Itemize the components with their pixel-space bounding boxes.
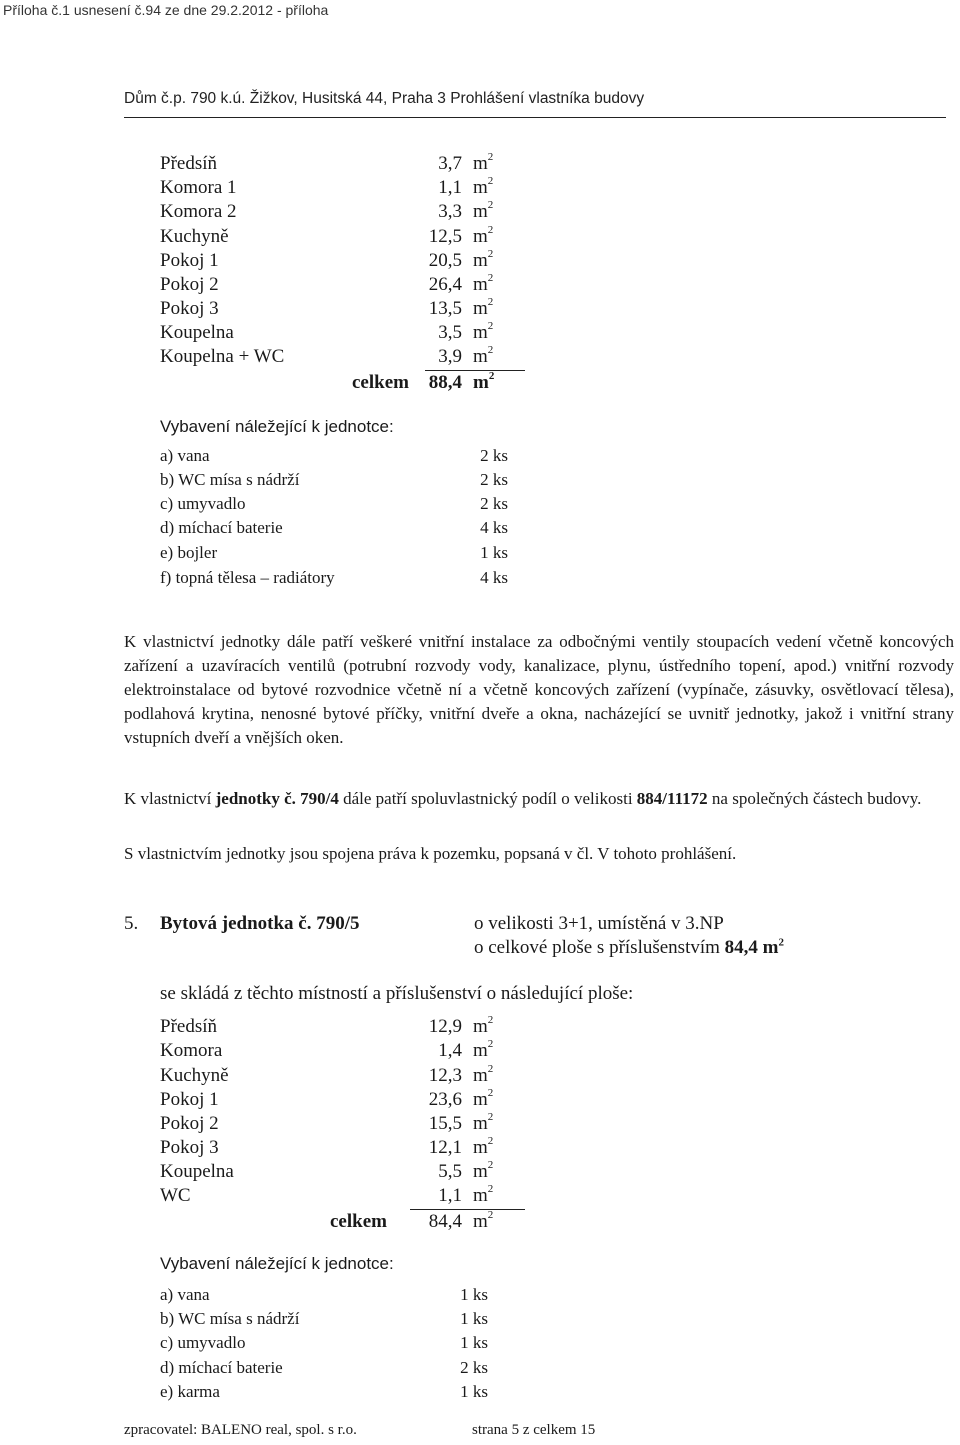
total-unit: $m^2$ xyxy=(473,369,495,393)
room-area: 1,1 xyxy=(438,1185,462,1206)
equipment-name: c) umyvadlo xyxy=(160,1333,246,1352)
room-name: Koupelna xyxy=(160,1161,234,1182)
room-row xyxy=(0,200,960,224)
footer-page-number: strana 5 z celkem 15 xyxy=(472,1422,596,1438)
room-name: Pokoj 2 xyxy=(160,1113,219,1134)
equipment-qty: 4 ks xyxy=(480,518,508,537)
equipment-row xyxy=(0,1380,960,1404)
section-number: 5. xyxy=(124,913,139,934)
equipment-qty: 2 ks xyxy=(480,494,508,513)
equipment-qty: 2 ks xyxy=(480,446,508,465)
equipment-qty: 2 ks xyxy=(480,470,508,489)
room-row xyxy=(0,1136,960,1160)
room-area: 20,5 xyxy=(428,250,462,271)
room-unit: $m^2$ xyxy=(473,223,494,247)
room-unit: $m^2$ xyxy=(473,1182,494,1206)
section-title: Bytová jednotka č. 790/5 xyxy=(160,913,360,934)
equipment-name: b) WC mísa s nádrží xyxy=(160,1309,300,1328)
unit-size-info: o velikosti 3+1, umístěná v 3.NP xyxy=(474,913,724,934)
room-area: 12,5 xyxy=(428,226,462,247)
room-name: Kuchyně xyxy=(160,226,229,247)
room-unit: $m^2$ xyxy=(473,1110,494,1134)
room-name: Předsíň xyxy=(160,1016,217,1037)
room-row xyxy=(0,1088,960,1112)
rooms-intro: se skládá z těchto místností a příslušenství o následující ploše: xyxy=(160,983,634,1004)
room-area: 13,5 xyxy=(428,298,462,319)
room-row xyxy=(0,345,960,369)
equipment-qty: 1 ks xyxy=(460,1382,488,1401)
room-unit: $m^2$ xyxy=(473,271,494,295)
equipment-row xyxy=(0,1356,960,1380)
room-unit: $m^2$ xyxy=(473,1134,494,1158)
equipment-name: a) vana xyxy=(160,446,210,465)
room-area: 1,4 xyxy=(438,1040,462,1061)
equipment-qty: 1 ks xyxy=(460,1333,488,1352)
room-unit: $m^2$ xyxy=(473,295,494,319)
room-unit: $m^2$ xyxy=(473,1013,494,1037)
room-row xyxy=(0,249,960,273)
room-name: Komora xyxy=(160,1040,223,1061)
equipment-row xyxy=(0,1331,960,1355)
room-name: Pokoj 1 xyxy=(160,250,219,271)
room-area: 12,9 xyxy=(428,1016,462,1037)
equipment-name: c) umyvadlo xyxy=(160,494,246,513)
room-area: 3,3 xyxy=(438,201,462,222)
equipment-qty: 1 ks xyxy=(460,1309,488,1328)
room-name: WC xyxy=(160,1185,191,1206)
equipment-qty: 1 ks xyxy=(460,1285,488,1304)
room-area: 12,1 xyxy=(428,1137,462,1158)
equipment-name: e) karma xyxy=(160,1382,220,1401)
equipment-heading: Vybavení náležející k jednotce: xyxy=(160,1254,394,1273)
equipment-row xyxy=(0,1307,960,1331)
equipment-row xyxy=(0,566,960,590)
room-area: 1,1 xyxy=(438,177,462,198)
equipment-qty: 4 ks xyxy=(480,568,508,587)
room-unit: $m^2$ xyxy=(473,174,494,198)
equipment-name: e) bojler xyxy=(160,543,218,562)
room-unit: $m^2$ xyxy=(473,1158,494,1182)
room-name: Koupelna + WC xyxy=(160,346,285,367)
ownership-paragraph: K vlastnictví jednotky dále patří veškeré vnitřní instalace za odbočnými ventily stoupacích vedení včetně koncových zařízení a uzavíracích ventilů (potrubní rozvody vody, kanalizace, plynu, ústředního topení, apod.) vnitřní rozvody elektroinstalace od bytové rozvodnice včetně ní a včetně koncových zařízení (vypínače, zásuvky, osvětlovací tělesa), podlahová krytina, nenosné bytové příčky, vnitřní dveře a okna, nacházející se uvnitř jednotky, jakož i vnitřní strany vstupních dveří a vnějších oken. xyxy=(124,632,954,747)
room-unit: $m^2$ xyxy=(473,343,494,367)
room-area: 15,5 xyxy=(428,1113,462,1134)
room-name: Komora 1 xyxy=(160,177,237,198)
room-unit: $m^2$ xyxy=(473,198,494,222)
unit-area-info: o celkové ploše s příslušenstvím 84,4 $m^2$ xyxy=(474,936,784,958)
room-row xyxy=(0,1184,960,1208)
room-area: 12,3 xyxy=(428,1065,462,1086)
room-row xyxy=(0,273,960,297)
room-name: Komora 2 xyxy=(160,201,237,222)
room-area: 3,9 xyxy=(438,346,462,367)
room-unit: $m^2$ xyxy=(473,150,494,174)
room-row xyxy=(0,297,960,321)
equipment-row xyxy=(0,516,960,540)
equipment-name: f) topná tělesa – radiátory xyxy=(160,568,335,587)
room-unit: $m^2$ xyxy=(473,1062,494,1086)
page-header: Dům č.p. 790 k.ú. Žižkov, Husitská 44, Praha 3 Prohlášení vlastníka budovy xyxy=(124,90,645,107)
equipment-row xyxy=(0,541,960,565)
equipment-row xyxy=(0,1283,960,1307)
equipment-name: b) WC mísa s nádrží xyxy=(160,470,300,489)
equipment-name: a) vana xyxy=(160,1285,210,1304)
footer-author: zpracovatel: BALENO real, spol. s r.o. xyxy=(124,1422,357,1438)
room-name: Koupelna xyxy=(160,322,234,343)
room-row xyxy=(0,321,960,345)
share-paragraph: K vlastnictví jednotky č. 790/4 dále patří spoluvlastnický podíl o velikosti 884/11172 na společných částech budovy. xyxy=(124,789,922,808)
header-rule xyxy=(124,117,946,118)
room-row xyxy=(0,1112,960,1136)
room-unit: $m^2$ xyxy=(473,247,494,271)
room-row xyxy=(0,152,960,176)
equipment-heading: Vybavení náležející k jednotce: xyxy=(160,417,394,436)
attachment-note: Příloha č.1 usnesení č.94 ze dne 29.2.2012 - příloha xyxy=(3,2,329,18)
room-row xyxy=(0,1039,960,1063)
total-label: celkem xyxy=(330,1211,387,1232)
equipment-qty: 1 ks xyxy=(480,543,508,562)
room-name: Pokoj 3 xyxy=(160,1137,219,1158)
equipment-row xyxy=(0,444,960,468)
room-name: Pokoj 1 xyxy=(160,1089,219,1110)
room-name: Předsíň xyxy=(160,153,217,174)
total-area: 88,4 xyxy=(428,372,462,393)
equipment-name: d) míchací baterie xyxy=(160,1358,283,1377)
room-unit: $m^2$ xyxy=(473,319,494,343)
room-row xyxy=(0,1160,960,1184)
total-area: 84,4 xyxy=(428,1211,462,1232)
room-area: 5,5 xyxy=(438,1161,462,1182)
room-name: Pokoj 2 xyxy=(160,274,219,295)
equipment-row xyxy=(0,468,960,492)
land-rights-paragraph: S vlastnictvím jednotky jsou spojena práva k pozemku, popsaná v čl. V tohoto prohlášení. xyxy=(124,844,737,863)
room-name: Pokoj 3 xyxy=(160,298,219,319)
room-area: 23,6 xyxy=(428,1089,462,1110)
total-row xyxy=(0,1210,960,1234)
equipment-name: d) míchací baterie xyxy=(160,518,283,537)
room-row xyxy=(0,1015,960,1039)
total-row xyxy=(0,371,960,395)
room-area: 26,4 xyxy=(428,274,462,295)
room-unit: $m^2$ xyxy=(473,1086,494,1110)
room-unit: $m^2$ xyxy=(473,1037,494,1061)
room-row xyxy=(0,176,960,200)
total-label: celkem xyxy=(352,372,409,393)
room-row xyxy=(0,1064,960,1088)
equipment-row xyxy=(0,492,960,516)
total-unit: $m^2$ xyxy=(473,1208,494,1232)
room-name: Kuchyně xyxy=(160,1065,229,1086)
room-row xyxy=(0,225,960,249)
room-area: 3,5 xyxy=(438,322,462,343)
equipment-qty: 2 ks xyxy=(460,1358,488,1377)
room-area: 3,7 xyxy=(438,153,462,174)
